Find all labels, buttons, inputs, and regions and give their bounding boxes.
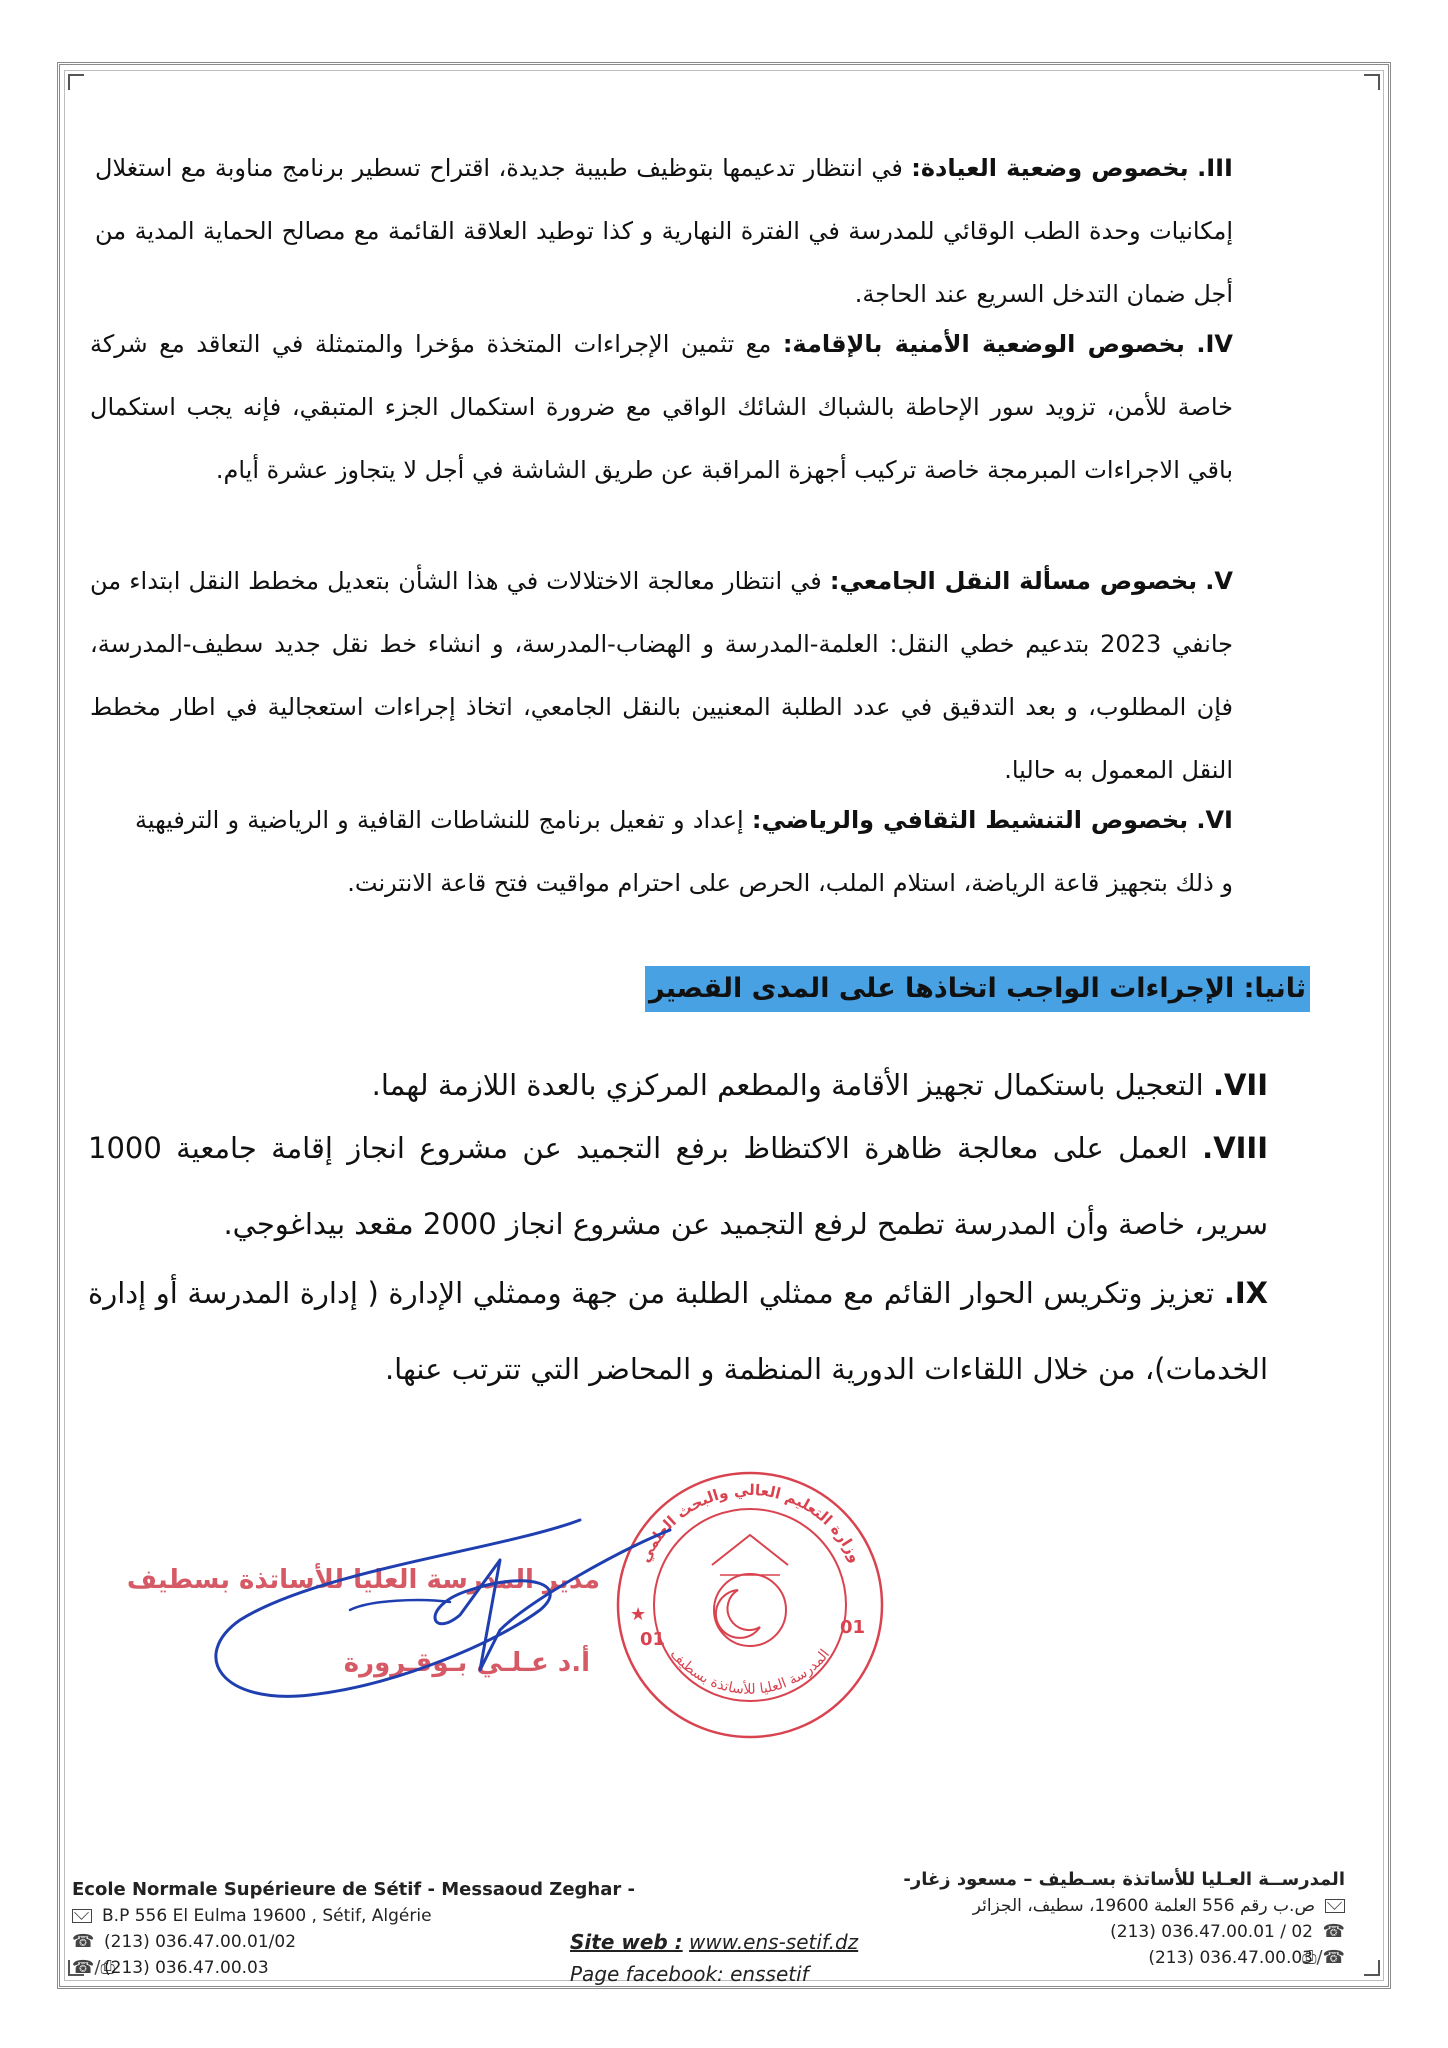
- paragraph-item-5: [90, 550, 1233, 802]
- item-number: VII.: [1212, 1068, 1268, 1102]
- stamp-left-code: 01: [640, 1629, 666, 1650]
- signature-title: مدير المدرسة العليا للأساتذة بسطيف: [126, 1565, 600, 1595]
- paragraph-item-6: [135, 789, 1233, 915]
- footer-right: [895, 1867, 1345, 1971]
- item-number: IX.: [1223, 1276, 1268, 1310]
- stamp-right-code: 01: [840, 1617, 866, 1638]
- footer-address-line-ar: [895, 1893, 1345, 1919]
- footer-address-fr: B.P 556 El Eulma 19600 , Sétif, Algérie: [102, 1906, 432, 1926]
- frame-corner: [1364, 74, 1380, 90]
- paragraph-item-8: [88, 1110, 1268, 1262]
- item-body: التعجيل باستكمال تجهيز الأقامة والمطعم المركزي بالعدة اللازمة لهما.: [371, 1068, 1204, 1102]
- item-heading: بخصوص التنشيط الثقافي والرياضي:: [751, 806, 1189, 834]
- phone-icon: ☎: [72, 1931, 95, 1952]
- paragraph-item-9: [88, 1255, 1268, 1407]
- paragraph-item-3: [95, 137, 1233, 326]
- stamp-bottom-text: المدرسة العليا للأساتذة بسطيف: [666, 1646, 834, 1698]
- handwritten-signature: [126, 1490, 680, 1730]
- phone-icon: ☎: [1322, 1921, 1345, 1942]
- frame-corner: [1364, 1960, 1380, 1976]
- site-web-label: Site web :: [570, 1930, 683, 1954]
- footer-school-name-fr: Ecole Normale Supérieure de Sétif - Messaoud Zeghar -: [72, 1879, 636, 1900]
- footer-center: [570, 1926, 910, 1990]
- item-body: إعداد و تفعيل برنامج للنشاطات القافية و الرياضية و الترفيهية و ذلك بتجهيز قاعة الرياضة، استلام الملب، الحرص على احترام مواقيت فتح قاعة الانترنت.: [135, 806, 1233, 897]
- envelope-icon: [1325, 1899, 1345, 1913]
- footer-fax-line-ar: [895, 1945, 1345, 1971]
- footer-address-ar: ص.ب رقم 556 العلمة 19600، سطيف، الجزائر: [972, 1896, 1315, 1916]
- footer-school-name-ar: المدرســة العـليا للأساتذة بسـطيف – مسعود زغار-: [903, 1869, 1345, 1890]
- stamp-outer-text: وزارة التعليم العالي والبحث العلمي: [635, 1480, 865, 1566]
- signatory-name: أ.د عـلـي بـوقـرورة: [343, 1648, 590, 1678]
- item-heading: بخصوص وضعية العيادة:: [911, 154, 1189, 182]
- item-number: VI.: [1196, 806, 1233, 834]
- item-number: IV.: [1196, 330, 1234, 358]
- site-web-link[interactable]: www.ens-setif.dz: [689, 1930, 859, 1954]
- item-body: مع تثمين الإجراءات المتخذة مؤخرا والمتمثلة في التعاقد مع شركة خاصة للأمن، تزويد سور الإحاطة بالشباك الشائك الواقي مع ضرورة استكمال الجزء المتبقي، فإنه يجب استكمال باقي الاجراءات المبرمجة خاصة تركيب أجهزة المراقبة عن طريق الشاشة في أجل لا يتجاوز عشرة أيام.: [90, 330, 1233, 484]
- footer-phone-ar: (213) 036.47.00.01 / 02: [1110, 1922, 1313, 1942]
- frame-corner: [68, 74, 84, 90]
- phone-fax-icon: ☎/⎙: [1302, 1947, 1345, 1968]
- item-number: V.: [1205, 567, 1233, 595]
- item-number: III.: [1197, 154, 1233, 182]
- item-body: العمل على معالجة ظاهرة الاكتظاظ برفع التجميد عن مشروع انجاز إقامة جامعية 1000 سرير، خاصة وأن المدرسة تطمح لرفع التجميد عن مشروع انجاز 2000 مقعد بيداغوجي.: [88, 1131, 1268, 1241]
- phone-fax-icon: ☎/⎙: [72, 1957, 115, 1978]
- footer-fax-fr: (213) 036.47.00.03: [104, 1958, 269, 1978]
- section-title-short-term: ثانيا: الإجراءات الواجب اتخاذها على المدى القصير: [645, 966, 1310, 1012]
- footer-phone-fr: (213) 036.47.00.01/02: [104, 1932, 297, 1952]
- item-body: في انتظار معالجة الاختلالات في هذا الشأن بتعديل مخطط النقل ابتداء من جانفي 2023 بتدعيم خطي النقل: العلمة-المدرسة و الهضاب-المدرسة، و انشاء خط نقل جديد سطيف-المدرسة، فإن المطلوب، و بعد التدقيق في عدد الطلبة المعنيين بالنقل الجامعي، اتخاذ إجراءات استعجالية في اطار مخطط النقل المعمول به حاليا.: [90, 567, 1233, 784]
- envelope-icon: [72, 1909, 92, 1923]
- facebook-page: Page facebook: enssetif: [570, 1962, 809, 1986]
- item-heading: بخصوص الوضعية الأمنية بالإقامة:: [782, 330, 1185, 358]
- footer-fax-ar: (213) 036.47.00.03: [1148, 1948, 1313, 1968]
- paragraph-item-4: [90, 313, 1233, 502]
- item-body: في انتظار تدعيمها بتوظيف طبيبة جديدة، اقتراح تسطير برنامج مناوبة مع استغلال إمكانيات وحدة الطب الوقائي للمدرسة في الفترة النهارية و كذا توطيد العلاقة القائمة مع مصالح الحماية المدية من أجل ضمان التدخل السريع عند الحاجة.: [95, 154, 1233, 308]
- footer-phone-line-ar: [895, 1919, 1345, 1945]
- item-heading: بخصوص مسألة النقل الجامعي:: [829, 567, 1198, 595]
- stamp-star-icon: ★: [630, 1604, 647, 1625]
- item-body: تعزيز وتكريس الحوار القائم مع ممثلي الطلبة من جهة وممثلي الإدارة ( إدارة المدرسة أو إدارة الخدمات)، من خلال اللقاءات الدورية المنظمة و المحاضر التي تترتب عنها.: [88, 1276, 1268, 1386]
- item-number: VIII.: [1202, 1131, 1269, 1165]
- svg-text:المدرسة العليا للأساتذة بسطيف: [667, 1646, 833, 1698]
